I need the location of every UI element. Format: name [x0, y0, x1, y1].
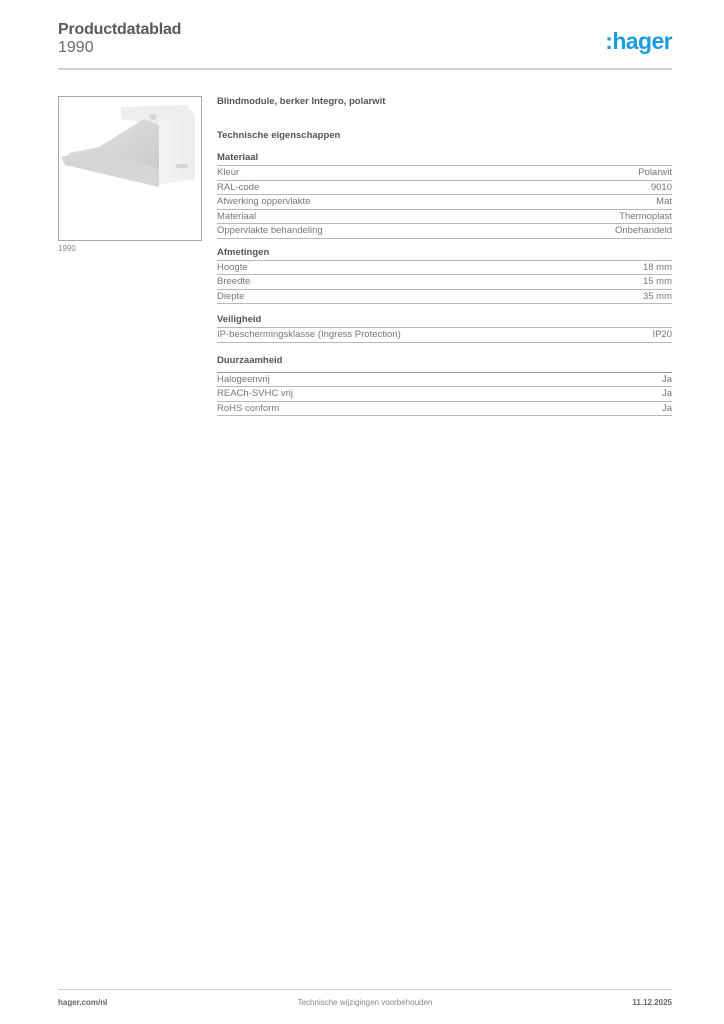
- spec-value: 35 mm: [642, 290, 672, 302]
- spec-value: 9010: [650, 181, 672, 193]
- product-image: [58, 96, 202, 241]
- page-footer: [58, 998, 672, 1010]
- product-illustration-icon: [59, 97, 201, 240]
- footer-website-link[interactable]: hager.com/nl: [58, 998, 108, 1007]
- product-number: 1990: [58, 39, 94, 56]
- group-title: Afmetingen: [217, 247, 672, 261]
- spec-row: [217, 224, 672, 239]
- page-header: [58, 20, 672, 57]
- spec-label: Breedte: [217, 276, 251, 287]
- spec-group-materiaal: [217, 152, 672, 239]
- spec-group-duurzaamheid: [217, 355, 672, 417]
- spec-label: IP-beschermingsklasse (Ingress Protection): [217, 329, 401, 340]
- spec-content: [217, 96, 672, 416]
- spec-label: Afwerking oppervlakte: [217, 196, 311, 207]
- technical-properties-heading: Technische eigenschappen: [217, 130, 341, 141]
- spec-label: Halogeenvrij: [217, 373, 270, 385]
- group-title: Duurzaamheid: [217, 355, 672, 373]
- spec-group-afmetingen: [217, 247, 672, 305]
- spec-value: Polarwit: [638, 167, 672, 178]
- spec-value: 15 mm: [642, 276, 672, 287]
- spec-label: Hoogte: [217, 261, 248, 273]
- spec-row: [217, 402, 672, 417]
- spec-row: [217, 387, 672, 402]
- spec-value: Mat: [656, 196, 672, 207]
- spec-value: 18 mm: [642, 261, 672, 273]
- spec-value: Thermoplast: [619, 210, 672, 222]
- spec-label: Diepte: [217, 290, 245, 302]
- product-name: Blindmodule, berker Integro, polarwit: [217, 96, 386, 107]
- spec-value: Ja: [661, 388, 672, 399]
- footer-date: 11.12.2025: [632, 998, 672, 1007]
- spec-row: [217, 166, 672, 181]
- spec-label: REACh-SVHC vrij: [217, 388, 294, 399]
- spec-row: [217, 373, 672, 388]
- spec-label: Materiaal: [217, 210, 257, 222]
- group-title: Materiaal: [217, 152, 672, 166]
- footer-disclaimer: Technische wijzigingen voorbehouden: [297, 998, 433, 1007]
- spec-value: Onbehandeld: [614, 225, 672, 236]
- spec-row: [217, 210, 672, 225]
- hager-logo: :hager: [605, 28, 672, 54]
- spec-row: [217, 328, 672, 343]
- spec-label: RAL-code: [217, 181, 260, 193]
- footer-divider: [58, 989, 672, 990]
- spec-group-veiligheid: [217, 314, 672, 343]
- group-title: Veiligheid: [217, 314, 672, 328]
- spec-label: Oppervlakte behandeling: [217, 225, 323, 236]
- spec-row: [217, 290, 672, 305]
- spec-label: RoHS conform: [217, 402, 280, 414]
- spec-value: Ja: [661, 373, 672, 385]
- image-caption: 1990: [58, 244, 76, 253]
- header-divider: [58, 68, 672, 70]
- spec-value: Ja: [661, 402, 672, 414]
- document-title: Productdatablad: [58, 21, 182, 38]
- spec-row: [217, 261, 672, 276]
- spec-label: Kleur: [217, 167, 240, 178]
- spec-row: [217, 181, 672, 196]
- spec-value: IP20: [652, 329, 672, 340]
- spec-row: [217, 275, 672, 290]
- spec-row: [217, 195, 672, 210]
